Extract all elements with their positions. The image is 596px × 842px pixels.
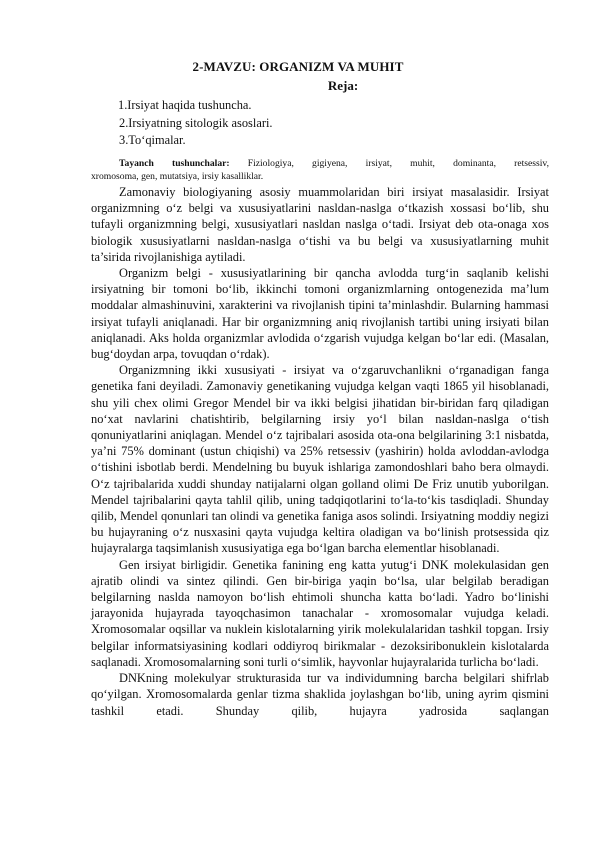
plan-item: 2.Irsiyatning sitologik asoslari. bbox=[119, 115, 273, 130]
plan-list bbox=[118, 97, 273, 150]
key-terms-label: Tayanch tushunchalar: bbox=[119, 158, 230, 169]
paragraph: DNKning molekulyar strukturasida tur va individumning barcha belgilari shifrlab qo‘yilgan. Xromosomalarda genlar tizma shaklida joylashgan bo‘lib, uning ayrim qismini tashkil etadi. Shunday qilib, hujayra yadrosida saqlangan bbox=[91, 671, 549, 718]
paragraph: Organizmning ikki xususiyati - irsiyat va o‘zgaruvchanlikni o‘rganadigan fanga genetika fani deyiladi. Zamonaviy genetikaning vujudga kelgan vaqti 1865 yil hisoblanadi, shu yili chex olimi Gregor Mendel bir va ikki belgisi jihatidan bir-biridan farq qiladigan no‘xat navlarini chatishtirib, belgilarning irsiy yo‘l bilan nasldan-naslga o‘tish qonuniyatlarini aniqlagan. Mendel o‘z tajribalari asosida ota-ona belgilarining 3:1 nisbatda, ya’ni 75% dominant (ustun chiqishi) va 25% retsessiv (yashirin) holda avloddan-avlodga o‘tishini isbotlab berdi. Mendelning bu buyuk ishlariga zamondoshlari baho bera olmaydi. O‘z tajribalarida xuddi shunday natijalarni olgan golland olimi De Friz unutib yuborilgan. Mendel tajribalarini qayta tahlil qilib, uning tadqiqotlarini to‘la-to‘kis tasdiqladi. Shunday qilib, Mendel qonunlari tan olindi va genetika faniga asos solindi. Irsiyatning moddiy negizi bu hujayraning o‘z nusxasini qayta vujudga keltira oladigan va bo‘linish protsessida qiz hujayralarga taqsimlanish xususiyatiga ega bo‘lgan barcha elementlar hisoblanadi. bbox=[91, 363, 549, 556]
plan-item: 1.Irsiyat haqida tushuncha. bbox=[118, 98, 252, 112]
key-terms-line bbox=[91, 157, 549, 170]
page-title: 2-MAVZU: ORGANIZM VA MUHIT bbox=[192, 59, 404, 74]
body-text bbox=[91, 184, 549, 719]
key-terms-text: Fiziologiya, gigiyena, irsiyat, muhit, dominanta, retsessiv, bbox=[229, 158, 549, 169]
paragraph: Zamonaviy biologiyaning asosiy muammolaridan biri irsiyat masalasidir. Irsiyat organizmning o‘z belgi va xususiyatlarini nasldan-naslga o‘tkazish xossasi bo‘lib, shu tufayli organizmning belgi, xususiyatlari nasldan naslga o‘tadi. Irsiyat deb ota-onaga xos biologik xususiyatlarni nasldan-naslga o‘tishi va bu belgi va xususiyatlarning muhit ta’sirida rivojlanishiga aytiladi. bbox=[91, 185, 549, 264]
plan-heading: Reja: bbox=[327, 78, 359, 93]
plan-item: 3.To‘qimalar. bbox=[119, 133, 186, 148]
paragraph: Gen irsiyat birligidir. Genetika fanining eng katta yutug‘i DNK molekulasidan gen ajratib olindi va sintez qilindi. Gen bir-biriga yaqin bo‘lsa, ular belgilab beradigan belgilarning naslda namoyon bo‘lish ehtimoli shuncha katta bo‘ladi. Yadro bo‘linishi jarayonida hujayrada tayoqchasimon tanachalar - xromosomalar vujudga keladi. Xromosomalar oqsillar va nuklein kislotalarning yirik molekulalaridan tashkil topgan. Irsiy belgilar informatsiyasining kodlari oddiyroq birikmalar - dezoksiribonuklein kislotalarda saqlanadi. Xromosomalarning soni turli o‘simlik, hayvonlar hujayralarida turlicha bo‘ladi. bbox=[91, 557, 549, 669]
key-terms bbox=[91, 157, 549, 183]
paragraph: Organizm belgi - xususiyatlarining bir qancha avlodda turg‘in saqlanib kelishi irsiyatning bir tomoni bo‘lib, ikkinchi tomoni organizmlarning ontogenezida ma’lum moddalar almashinuvini, xarakterini va rivojlanish tipini ta’minlashdir. Bularning hammasi irsiyat tufayli aniqlanadi. Har bir organizmning aniq rivojlanish tartibi uning irsiyati bilan aniqlanadi. Aks holda organizmlar avlodida o‘zgarish vujudga kelgan bo‘lar edi. (Masalan, bug‘doydan arpa, tovuqdan o‘rdak). bbox=[91, 266, 549, 362]
key-terms-text-continued: xromosoma, gen, mutatsiya, irsiy kasalliklar. bbox=[91, 171, 264, 182]
